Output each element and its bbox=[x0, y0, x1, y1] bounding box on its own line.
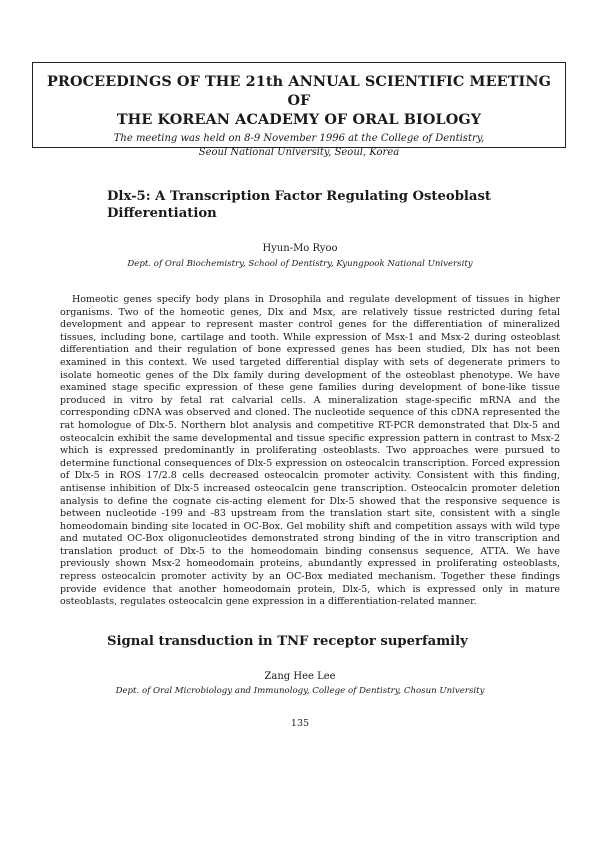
proceedings-title-line-2: THE KOREAN ACADEMY OF ORAL BIOLOGY bbox=[116, 111, 482, 128]
article-2-affiliation: Dept. of Oral Microbiology and Immunology, College of Dentistry, Chosun University bbox=[115, 686, 485, 696]
article-2-author: Zang Hee Lee bbox=[264, 671, 336, 682]
proceedings-header-box bbox=[32, 62, 566, 158]
proceedings-title-line-1: PROCEEDINGS OF THE 21th ANNUAL SCIENTIFIC MEETING OF bbox=[46, 73, 552, 109]
article-2-title: Signal transduction in TNF receptor superfamily bbox=[107, 634, 468, 649]
meeting-info-line-1: The meeting was held on 8-9 November 1996 at the College of Dentistry, bbox=[113, 133, 485, 144]
proceedings-title bbox=[33, 72, 565, 129]
page-number: 135 bbox=[290, 718, 310, 729]
article-1-abstract: Homeotic genes specify body plans in Drosophila and regulate development of tissues in higher organisms. Two of the homeotic genes, Dlx and Msx, are relatively tissue restricted during fetal development and appear to represent master control genes for the differentiation of mineralized tissues, including bone, cartilage and tooth. While expression of Msx-1 and Msx-2 during osteoblast differentiation and their regulation of bone expressed genes has been studied, Dlx has not been examined in this context. We used targeted differential display with sets of degenerate primers to isolate homeotic genes of the Dlx family during development of the osteoblast phenotype. We have examined stage specific expression of these gene families during development of bone-like tissue produced in vitro by fetal rat calvarial cells. A mineralization stage-specific mRNA and the corresponding cDNA was observed and cloned. The nucleotide sequence of this cDNA represented the rat homologue of Dlx-5. Northern blot analysis and competitive RT-PCR demonstrated that Dlx-5 and osteocalcin exhibit the same developmental and tissue specific expression pattern in contrast to Msx-2 which is expressed predominantly in proliferating osteoblasts. Two approaches were pursued to determine functional consequences of Dlx-5 expression on osteocalcin transcription. Forced expression of Dlx-5 in ROS 17/2.8 cells decreased osteocalcin promoter activity. Consistent with this finding, antisense inhibition of Dlx-5 increased osteocalcin gene transcription. Osteocalcin promoter deletion analysis to define the cognate cis-acting element for Dlx-5 showed that the responsive sequence is between nucleotide -199 and -83 upstream from the translation start site, consistent with a single homeodomain binding site located in OC-Box. Gel mobility shift and competition assays with wild type and mutated OC-Box oligonucleotides demonstrated strong binding of the in vitro transcription and translation product of Dlx-5 to the homeodomain binding consensus sequence, ATTA. We have previously shown Msx-2 homeodomain proteins, abundantly expressed in proliferating osteoblasts, repress osteocalcin promoter activity by an OC-Box mediated mechanism. Together these findings provide evidence that another homeodomain protein, Dlx-5, which is expressed only in mature osteoblasts, regulates osteocalcin gene expression in a differentiation-related manner. bbox=[60, 294, 560, 608]
meeting-info bbox=[33, 132, 565, 159]
article-1-title: Dlx-5: A Transcription Factor Regulating Osteoblast Differentiation bbox=[107, 189, 491, 221]
article-1-author: Hyun-Mo Ryoo bbox=[262, 243, 338, 254]
meeting-info-line-2: Seoul National University, Seoul, Korea bbox=[198, 146, 400, 158]
article-1-affiliation: Dept. of Oral Biochemistry, School of Dentistry, Kyungpook National University bbox=[127, 259, 473, 269]
